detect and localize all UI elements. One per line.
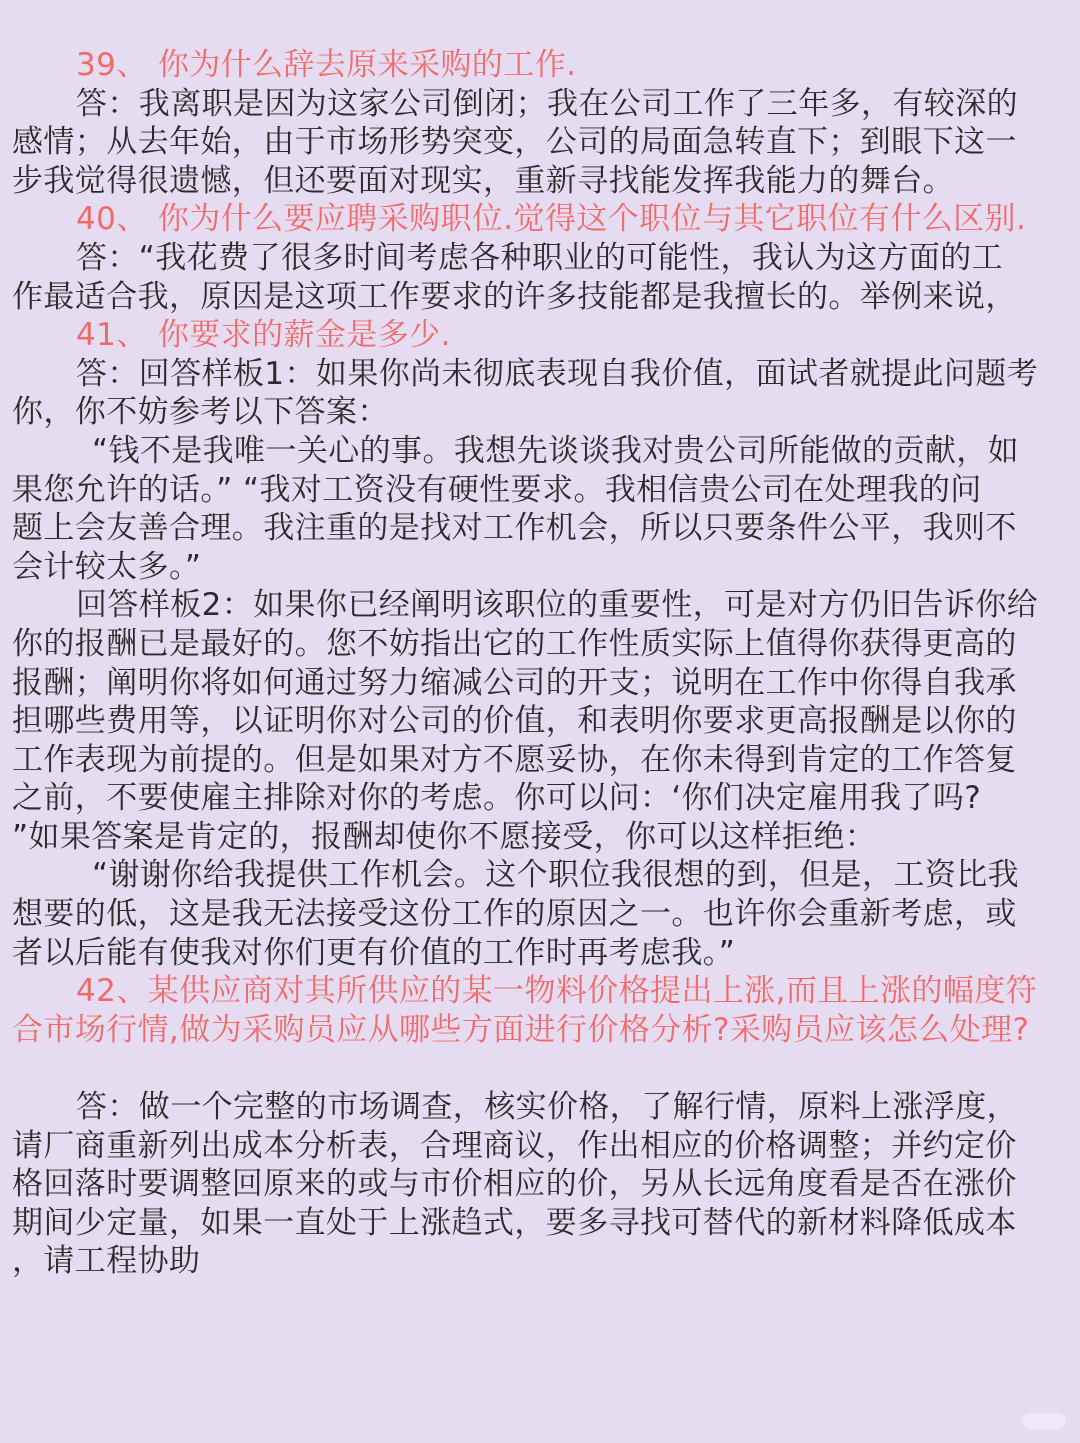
answer-line: 想要的低，这是我无法接受这份工作的原因之一。也许你会重新考虑，或: [12, 896, 1017, 933]
answer-line: ，请工程协助: [12, 1243, 201, 1280]
answer-line: 感情；从去年始，由于市场形势突变，公司的局面急转直下；到眼下这一: [12, 124, 1017, 161]
answer-line: “钱不是我唯一关心的事。我想先谈谈我对贵公司所能做的贡献，如: [92, 432, 1020, 469]
answer-line: ”如果答案是肯定的，报酬却使你不愿接受，你可以这样拒绝：: [12, 818, 877, 855]
question-41: 41、 你要求的薪金是多少.: [76, 317, 451, 354]
answer-line: 工作表现为前提的。但是如果对方不愿妥协，在你未得到肯定的工作答复: [12, 741, 1017, 778]
answer-line: 报酬；阐明你将如何通过努力缩减公司的开支；说明在工作中你得自我承: [12, 664, 1017, 701]
answer-line: 你，你不妨参考以下答案：: [12, 394, 389, 431]
answer-line: 作最适合我，原因是这项工作要求的许多技能都是我擅长的。举例来说，: [12, 278, 1017, 315]
answer-line: 担哪些费用等，以证明你对公司的价值，和表明你要求更高报酬是以你的: [12, 703, 1017, 740]
answer-line: 步我觉得很遗憾，但还要面对现实，重新寻找能发挥我能力的舞台。: [12, 162, 954, 199]
watermark: [1022, 1413, 1066, 1429]
answer-line: 期间少定量，如果一直处于上涨趋式，要多寻找可替代的新材料降低成本: [12, 1204, 1017, 1241]
question-40: 40、 你为什么要应聘采购职位.觉得这个职位与其它职位有什么区别.: [76, 201, 1027, 238]
answer-line: 者以后能有使我对你们更有价值的工作时再考虑我。”: [12, 934, 736, 971]
question-42-cont: 合市场行情,做为采购员应从哪些方面进行价格分析?采购员应该怎么处理?: [12, 1011, 1030, 1048]
answer-line: 答：我离职是因为这家公司倒闭；我在公司工作了三年多，有较深的: [76, 85, 1018, 122]
answer-line: 答：回答样板1：如果你尚未彻底表现自我价值，面试者就提此问题考: [76, 355, 1039, 392]
answer-line: 回答样板2：如果你已经阐明该职位的重要性，可是对方仍旧告诉你给: [76, 587, 1039, 624]
spacer: [12, 1049, 1064, 1088]
answer-line: 请厂商重新列出成本分析表，合理商议，作出相应的价格调整；并约定价: [12, 1127, 1017, 1164]
answer-line: 会计较太多。”: [12, 548, 202, 585]
answer-line: 格回落时要调整回原来的或与市价相应的价，另从长远角度看是否在涨价: [12, 1166, 1017, 1203]
answer-line: “谢谢你给我提供工作机会。这个职位我很想的到，但是，工资比我: [92, 857, 1020, 894]
answer-line: 之前，不要使雇主排除对你的考虑。你可以问：‘你们决定雇用我了吗?: [12, 780, 982, 817]
answer-line: 你的报酬已是最好的。您不妨指出它的工作性质实际上值得你获得更高的: [12, 625, 1017, 662]
answer-line: 答：做一个完整的市场调查，核实价格，了解行情，原料上涨浮度，: [76, 1089, 1018, 1126]
answer-line: 答：“我花费了很多时间考虑各种职业的可能性，我认为这方面的工: [76, 239, 1004, 276]
answer-line: 题上会友善合理。我注重的是找对工作机会，所以只要条件公平，我则不: [12, 510, 1017, 547]
question-42: 42、某供应商对其所供应的某一物料价格提出上涨,而且上涨的幅度符: [76, 973, 1038, 1010]
question-39: 39、 你为什么辞去原来采购的工作.: [76, 47, 577, 83]
answer-line: 果您允许的话。” “我对工资没有硬性要求。我相信贵公司在处理我的问: [12, 471, 982, 508]
